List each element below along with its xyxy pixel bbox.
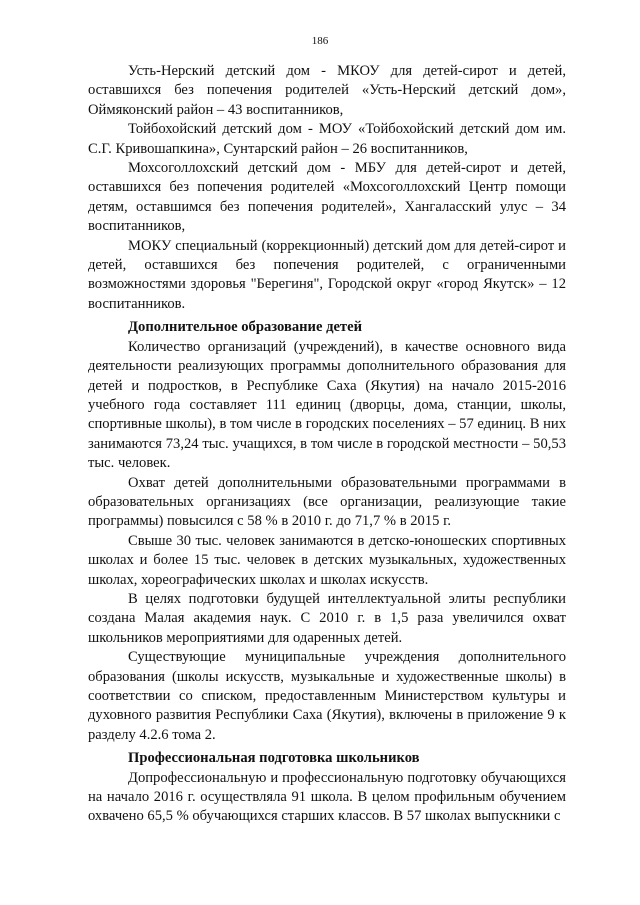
paragraph-coverage: Охват детей дополнительными образовательными программами в образовательных организациях (все организации, реализующие такие программы) повысился с 58 % в 2010 г. до 71,7 % в 2015 г.	[88, 474, 566, 530]
paragraph-mokhsogollokh-orphanage: Мохсоголлохский детский дом - МБУ для детей-сирот и детей, оставшихся без попечения родителей «Мохсоголлохский Центр помощи детям, оставшимся без попечения родителей», Хангаласский улус – 34 воспитанников,	[88, 160, 566, 235]
document-body	[88, 62, 566, 827]
paragraph-moku-bereginya: МОКУ специальный (коррекционный) детский дом для детей-сирот и детей, оставшихся без попечения родителей, с ограниченными возможностями здоровья "Берегиня", Городской округ «город Якутск» – 12 воспитанников.	[88, 237, 566, 312]
paragraph-sports-schools: Свыше 30 тыс. человек занимаются в детско-юношеских спортивных школах и более 15 тыс. человек в детских музыкальных, художественных школах, хореографических школах и школах искусств.	[88, 532, 566, 588]
paragraph-toybokhoy-orphanage: Тойбохойский детский дом - МОУ «Тойбохойский детский дом им. С.Г. Кривошапкина», Сунтарский район – 26 воспитанников,	[88, 121, 566, 157]
section-heading-vocational-training: Профессиональная подготовка школьников	[128, 750, 420, 767]
paragraph-organizations-count: Количество организаций (учреждений), в качестве основного вида деятельности реализующих программы дополнительного образования для детей и подростков, в Республике Саха (Якутия) на начало 2015-2016 учебного года составляет 111 единиц (дворцы, дома, станции, школы, спортивные школы), в том числе в городских поселениях – 57 единиц. В них занимаются 73,24 тыс. учащихся, в том числе в городской местности – 50,53 тыс. человек.	[88, 338, 566, 472]
paragraph-vocational-training: Допрофессиональную и профессиональную подготовку обучающихся на начало 2016 г. осуществляла 91 школа. В целом профильным обучением охвачено 65,5 % обучающихся старших классов. В 57 школах выпускники с	[88, 769, 566, 825]
section-heading-additional-education: Дополнительное образование детей	[128, 319, 362, 336]
paragraph-municipal-institutions: Существующие муниципальные учреждения дополнительного образования (школы искусств, музыкальные и художественные школы) в соответствии со списком, предоставленным Министерством культуры и духовного развития Республики Саха (Якутия), включены в приложение 9 к разделу 4.2.6 тома 2.	[88, 649, 566, 743]
paragraph-ust-nera-orphanage: Усть-Нерский детский дом - МКОУ для детей-сирот и детей, оставшихся без попечения родителей «Усть-Нерский детский дом», Оймяконский район – 43 воспитанников,	[88, 63, 566, 118]
page-number: 186	[311, 35, 329, 47]
paragraph-academy-of-sciences: В целях подготовки будущей интеллектуальной элиты республики создана Малая академия наук. С 2010 г. в 1,5 раза увеличился охват школьников мероприятиями для одаренных детей.	[88, 590, 566, 646]
